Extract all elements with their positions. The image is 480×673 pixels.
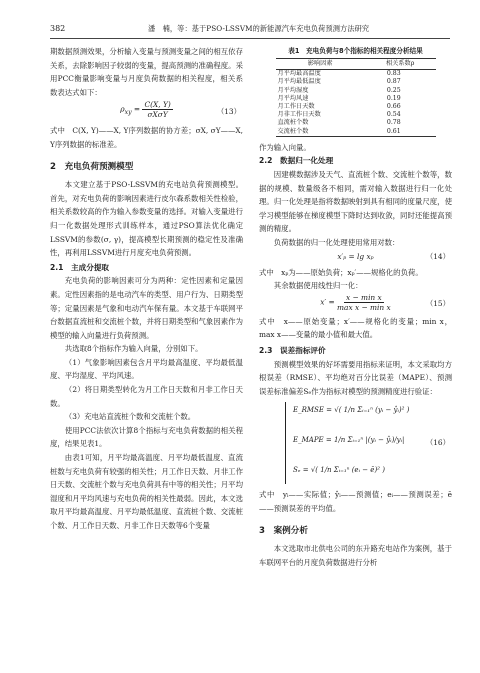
left-column xyxy=(50,45,243,533)
equation-number: （13） xyxy=(216,107,241,117)
subsection-heading: 2.1 主成分提取 xyxy=(50,262,110,272)
paragraph: 期数据预测效果，分析输入变量与预测变量之间的相互依存关系，去除影响因子较弱的变量，提高预测的准确程度。采用PCC衡量影响变量与月度负荷数据的相关程度，相关系数表达式如下： xyxy=(50,47,243,97)
eq-mape: E_MAPE = 1/n Σᵢ₌₁ⁿ |(yᵢ − ŷᵢ)/yᵢ| xyxy=(293,436,405,445)
coefficient-cell: 0.78 xyxy=(386,119,401,127)
equation-13 xyxy=(50,100,243,124)
eq-subscript: xy xyxy=(124,109,132,117)
header-rule xyxy=(50,38,450,39)
eq-rmse: E_RMSE = √( 1/n Σᵢ₌₁ⁿ (yᵢ − ŷᵢ)² ) xyxy=(293,406,410,415)
coefficient-cell: 0.83 xyxy=(386,70,401,78)
table-row xyxy=(276,103,436,111)
page-number: 382 xyxy=(50,24,66,33)
paragraph: 使用PCC法依次计算8个指标与充电负荷数据的相关程度，结果见表1。 xyxy=(50,425,243,449)
subsection-heading: 2.3 误差指标评价 xyxy=(259,345,326,355)
subsection-heading: 2.2 数据归一化处理 xyxy=(259,156,334,166)
equation-number: （16） xyxy=(425,438,450,448)
table-header-cell: 相关系数ρ xyxy=(365,59,436,70)
equation-number: （15） xyxy=(425,298,450,308)
paragraph: 充电负荷的影响因素可分为两种：定性因素和定量因素。定性因素指的是电动汽车的类型、用户行为、日期类型等；定量因素是气象和电动汽车保有量。本文基于车联网平台数据直流桩和交流桩个数，并将日期类型和气象因素作为模型的输入向量进行负荷预测。 xyxy=(50,276,243,340)
paragraph: 由表1可知，月平均最高温度、月平均最低温度、直流桩数与充电负荷有较强的相关性；月工作日天数、月非工作日天数、交流桩个数与充电负荷具有中等的相关性；月平均湿度和月平均风速与充电负荷的相关性最弱。因此，本文选取月平均最高温度、月平均最低温度、直流桩个数、交流桩个数、月工作日天数、月非工作日天数等6个变量 xyxy=(50,453,243,530)
paragraph: 共选取8个指标作为输入向量，分别如下。 xyxy=(64,344,203,354)
factor-cell: 月工作日天数 xyxy=(277,103,315,111)
paragraph: 式中 C(X, Y)——X, Y序列数据的协方差；σX, σY——X, Y序列数据的标准差。 xyxy=(50,126,243,149)
factor-cell: 交流桩个数 xyxy=(276,128,365,137)
paragraph: （3）充电站直流桩个数和交流桩个数。 xyxy=(64,412,196,422)
paragraph: 预测模型效果的好坏需要用指标来证明，本文采取均方根误差（RMSE）、平均绝对百分比误差（MAPE）、预测误差标准偏差Sₑ作为指标对模型的预测精度进行验证： xyxy=(259,359,452,396)
paragraph: 式中 xₚ为——原始负荷；xₚ′——规格化的负荷。 xyxy=(259,267,423,277)
paragraph: 负荷数据的归一化处理使用常用对数： xyxy=(273,237,400,247)
eq-symbol: ρ xyxy=(120,104,125,114)
running-header xyxy=(50,22,450,34)
table-caption: 表1 充电负荷与8个指标的相关程度分析结果 xyxy=(288,47,423,55)
factor-cell: 月平均湿度 xyxy=(277,86,309,94)
coefficient-cell: 0.25 xyxy=(386,86,401,94)
eq-equals: = xyxy=(133,104,141,114)
paragraph: 其余数据使用线性归一化： xyxy=(273,281,363,291)
eq-numerator: C(X, Y) xyxy=(144,100,171,110)
paragraph: 因建模数据涉及天气、直流桩个数、交流桩个数等，数据的规模、数量级各不相同，需对输入数据进行归一化处理。归一化处理是指将数据映射到具有相同的度量尺度，使学习模型能够在梯度模型下降时达到收敛，同时还能提高预测的精度。 xyxy=(259,170,452,234)
coefficient-cell: 0.61 xyxy=(365,128,436,137)
paragraph: （1）气象影响因素包含月平均最高温度、平均最低温度、平均湿度、平均风速。 xyxy=(50,357,243,381)
table-row xyxy=(276,78,436,86)
coefficient-cell: 0.19 xyxy=(386,94,401,102)
eq-numerator: x − min x xyxy=(346,292,382,302)
paragraph: 本文选取市北供电公司的东升路充电站作为案例，基于车联网平台的月度负荷数据进行分析 xyxy=(259,544,452,567)
paragraph: 式中 x——原始变量；x′——规格化的变量；min x，max x——变量的最小值和最大值。 xyxy=(259,316,452,340)
eq-body: x′ₚ = lg xₚ xyxy=(337,251,374,261)
paragraph: 作为输入向量。 xyxy=(259,142,311,152)
right-column xyxy=(259,45,452,569)
equation-14 xyxy=(259,250,452,266)
running-title: 潘 楠，等：基于PSO-LSSVM的新能源汽车充电负荷预测方法研究 xyxy=(148,24,370,33)
coefficient-cell: 0.87 xyxy=(386,78,401,86)
table-row xyxy=(276,128,436,137)
eq-fraction xyxy=(142,100,172,119)
eq-denominator: max x − min x xyxy=(337,302,391,312)
section-heading: 2 充电负荷预测模型 xyxy=(50,161,134,172)
paragraph: 本文建立基于PSO-LSSVM的充电站负荷预测模型。首先，对充电负荷的影响因素进行皮尔森系数相关性检验，相关系数较高的作为输入参数变量的选择。对输入变量进行归一化数据处理形式训练样本，通过PSO算法优化确定LSSVM的参数(σ, γ)，提高模型长期预测的稳定性及准确性，再利用LSSVM进行月度充电负荷预测。 xyxy=(50,180,243,258)
table-header-row xyxy=(276,59,436,70)
factor-cell: 月平均最高温度 xyxy=(277,70,321,78)
equation-brace xyxy=(285,402,289,484)
eq-lhs: x′ = xyxy=(320,297,335,307)
equation-16 xyxy=(259,400,452,486)
equation-number: （14） xyxy=(425,251,450,261)
eq-se: Sₑ = √( 1/n Σᵢ₌₁ⁿ (eᵢ − ē)² ) xyxy=(293,466,385,475)
paragraph: 式中 yᵢ——实际值；ŷᵢ——预测值；eᵢ——预测误差；ē——预测误差的平均值。 xyxy=(259,490,452,513)
eq-denominator: σXσY xyxy=(147,110,168,120)
coefficient-cell: 0.54 xyxy=(386,111,401,119)
coefficient-cell: 0.66 xyxy=(386,103,401,111)
table-body xyxy=(276,70,436,137)
factor-cell: 月平均风速 xyxy=(277,94,309,102)
table-row xyxy=(276,119,436,127)
eq-fraction xyxy=(337,293,391,312)
factor-cell: 直流桩个数 xyxy=(277,119,309,127)
factor-cell: 月非工作日天数 xyxy=(277,111,321,119)
table-row xyxy=(276,95,436,103)
table-row xyxy=(276,87,436,95)
factor-cell: 月平均最低温度 xyxy=(277,78,321,86)
paragraph: （2）将日期类型转化为月工作日天数和月非工作日天数。 xyxy=(50,385,243,408)
section-heading: 3 案例分析 xyxy=(259,525,308,536)
correlation-table xyxy=(276,58,436,137)
equation-15 xyxy=(259,293,452,315)
table-header-cell: 影响因素 xyxy=(276,59,365,70)
